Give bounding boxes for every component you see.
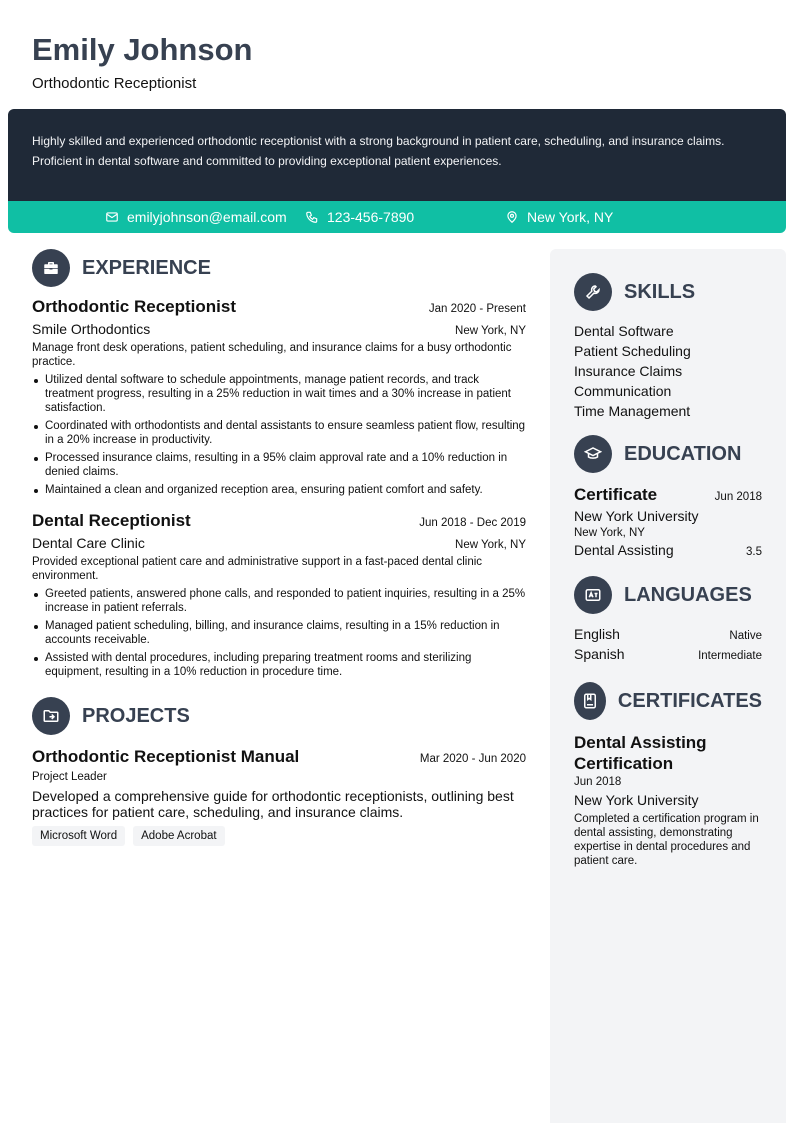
experience-heading — [32, 249, 526, 287]
job-location: New York, NY — [455, 325, 526, 337]
candidate-title: Orthodontic Receptionist — [32, 75, 197, 92]
certificates-icon-badge — [574, 682, 606, 720]
project-item — [32, 747, 526, 846]
candidate-name: Emily Johnson — [32, 32, 253, 67]
certificate-name: Dental Assisting Certification — [574, 733, 707, 773]
job-bullet: Utilized dental software to schedule appointments, manage patient records, and track treatment progress, resulting in a 25% reduction in wait times and a 30% increase in patient satisfaction. — [32, 373, 526, 415]
contact-email-text: emilyjohnson@email.com — [127, 209, 287, 225]
languages-heading — [574, 576, 762, 614]
projects-heading — [32, 697, 526, 735]
phone-icon — [305, 210, 319, 224]
experience-item — [32, 297, 526, 497]
job-title: Dental Receptionist — [32, 511, 191, 530]
job-description: Provided exceptional patient care and administrative support in a fast-paced dental clinic environment. — [32, 556, 483, 582]
certificate-description: Completed a certification program in dental assisting, demonstrating expertise in dental procedures and patient care. — [574, 813, 759, 867]
language-item — [574, 646, 762, 666]
project-tags — [32, 826, 526, 846]
job-title: Orthodontic Receptionist — [32, 297, 236, 316]
certificate-item — [574, 732, 762, 868]
skill-item: Dental Software — [574, 323, 674, 339]
contact-bar — [8, 201, 786, 233]
project-role: Project Leader — [32, 771, 107, 783]
skill-item: Communication — [574, 383, 672, 399]
education-heading — [574, 435, 762, 473]
job-date: Jan 2020 - Present — [428, 303, 526, 315]
book-icon — [581, 692, 599, 710]
contact-location — [505, 201, 613, 233]
languages-list — [574, 626, 762, 666]
education-item — [574, 485, 762, 558]
language-level: Native — [729, 630, 762, 642]
project-tag: Adobe Acrobat — [133, 826, 224, 846]
skills-icon-badge — [574, 273, 612, 311]
job-bullet: Coordinated with orthodontists and dental assistants to ensure seamless patient flow, resulting in a 20% increase in productivity. — [32, 419, 526, 447]
education-field: Dental Assisting — [574, 542, 674, 558]
job-company: Smile Orthodontics — [32, 321, 151, 337]
wrench-icon — [584, 283, 602, 301]
experience-item — [32, 511, 526, 679]
summary-panel — [8, 109, 786, 201]
job-company: Dental Care Clinic — [32, 535, 145, 551]
folder-icon — [42, 707, 60, 725]
contact-location-text: New York, NY — [527, 209, 614, 225]
skills-heading — [574, 273, 762, 311]
certificate-date: Jun 2018 — [574, 776, 622, 788]
experience-icon-badge — [32, 249, 70, 287]
language-name: Spanish — [574, 646, 625, 662]
job-location: New York, NY — [455, 539, 526, 551]
resume-header — [32, 30, 252, 96]
languages-icon-badge — [574, 576, 612, 614]
job-bullet: Maintained a clean and organized reception area, ensuring patient comfort and safety. — [32, 483, 526, 497]
contact-phone[interactable] — [305, 201, 414, 233]
language-level: Intermediate — [698, 650, 762, 662]
job-bullets — [32, 373, 526, 497]
project-date: Mar 2020 - Jun 2020 — [419, 753, 526, 765]
graduation-cap-icon — [584, 445, 602, 463]
contact-phone-text: 123-456-7890 — [327, 209, 415, 225]
education-gpa: 3.5 — [746, 546, 762, 558]
job-bullet: Managed patient scheduling, billing, and insurance claims, resulting in a 15% reduction in accounts receivable. — [32, 619, 526, 647]
education-title: EDUCATION — [624, 442, 742, 465]
education-date: Jun 2018 — [714, 491, 762, 503]
certificates-heading — [574, 682, 762, 720]
sidebar-column — [550, 249, 786, 1123]
education-location: New York, NY — [574, 527, 645, 539]
projects-title: PROJECTS — [82, 704, 190, 727]
map-pin-icon — [505, 210, 519, 224]
job-bullet: Assisted with dental procedures, including preparing treatment rooms and sterilizing equipment, resulting in a 10% reduction in procedure time. — [32, 651, 526, 679]
language-item — [574, 626, 762, 646]
skill-item: Insurance Claims — [574, 363, 683, 379]
project-description: Developed a comprehensive guide for orthodontic receptionists, outlining best practices for patient care, scheduling, and insurance claims. — [32, 788, 514, 820]
job-description: Manage front desk operations, patient scheduling, and insurance claims for a busy orthodontic practice. — [32, 342, 512, 368]
languages-title: LANGUAGES — [624, 583, 752, 606]
job-bullet: Processed insurance claims, resulting in a 95% claim approval rate and a 10% reduction in denied claims. — [32, 451, 526, 479]
briefcase-icon — [42, 259, 60, 277]
skills-title: SKILLS — [624, 280, 696, 303]
summary-text: Highly skilled and experienced orthodontic receptionist with a strong background in patient care, scheduling, and insurance claims. Proficient in dental software and committed to providing exceptional patient experiences. — [32, 134, 725, 168]
certificate-issuer: New York University — [574, 792, 699, 808]
project-title: Orthodontic Receptionist Manual — [32, 747, 300, 766]
job-bullet: Greeted patients, answered phone calls, and responded to patient inquiries, resulting in a 25% increase in patient referrals. — [32, 587, 526, 615]
skill-item: Patient Scheduling — [574, 343, 691, 359]
job-bullets — [32, 587, 526, 679]
education-degree: Certificate — [574, 485, 658, 504]
job-date: Jun 2018 - Dec 2019 — [419, 517, 526, 529]
education-icon-badge — [574, 435, 612, 473]
mail-icon — [105, 210, 119, 224]
translate-icon — [584, 586, 602, 604]
language-name: English — [574, 626, 620, 642]
contact-email[interactable] — [105, 201, 287, 233]
experience-title: EXPERIENCE — [82, 256, 211, 279]
certificates-title: CERTIFICATES — [617, 689, 762, 712]
education-school: New York University — [574, 508, 699, 524]
skill-item: Time Management — [574, 403, 691, 419]
skills-list — [574, 321, 762, 421]
projects-icon-badge — [32, 697, 70, 735]
project-tag: Microsoft Word — [32, 826, 125, 846]
main-column — [32, 249, 526, 846]
